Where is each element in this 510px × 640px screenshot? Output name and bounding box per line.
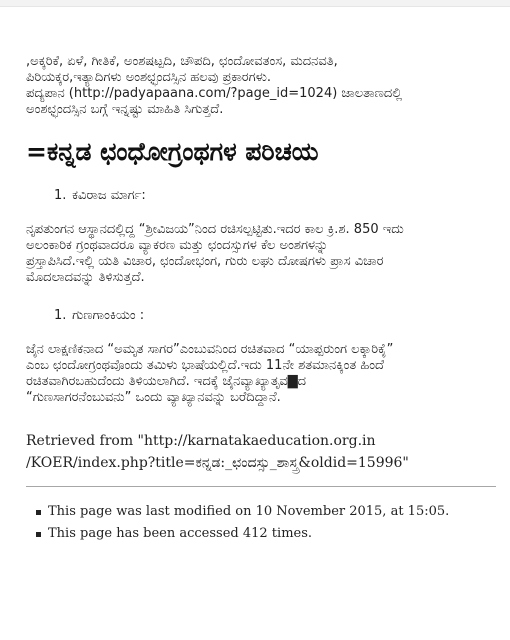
square-bullet-icon: [36, 510, 41, 515]
description-line: ನೃಪತುಂಗನ ಆಸ್ಥಾನದಲ್ಲಿದ್ದ “ಶ್ರೀವಿಜಯ”ನಿಂದ ರಚಿಸಲ್ಪಟ್ಟಿತು.ಇದರ ಕಾಲ ಕ್ರಿ.ಶ. 850 ಇದು: [26, 222, 404, 237]
numbered-item-gunagankiyam: [26, 308, 496, 324]
numbered-item-kavirajamarga: [26, 188, 496, 204]
section-heading: =ಕನ್ನಡ ಛಂಧೋಗ್ರಂಥಗಳ ಪರಿಚಯ: [26, 137, 319, 166]
item-description-kavirajamarga: [26, 222, 496, 286]
last-modified-text: This page was last modified on 10 November 2015, at 15:05.: [48, 504, 450, 519]
footer-access-count: [48, 523, 496, 545]
description-line: ಮೊದಲಾದವನ್ನು ತಿಳಿಸುತ್ತದೆ.: [26, 270, 145, 285]
description-line: ಅಲಂಕಾರಿಕ ಗ್ರಂಥವಾದರೂ ವ್ಯಾಕರಣ ಮತ್ತು ಛಂದಸ್ಸುಗಳ ಕೆಲ ಅಂಶಗಳನ್ನು: [26, 238, 329, 253]
retrieved-line: Retrieved from "http://karnatakaeducation.org.in: [26, 433, 376, 449]
intro-line: ಪಿರಿಯಕ್ಕರ,ಇತ್ಯಾದಿಗಳು ಅಂಶಛ್ಛಂದಸ್ಸಿನ ಹಲವು ಪ್ರಕಾರಗಳು.: [26, 70, 272, 85]
intro-paragraph: [26, 54, 496, 118]
article-content: [26, 54, 496, 545]
retrieved-from: [26, 430, 496, 474]
item-description-gunagankiyam: [26, 342, 496, 406]
square-bullet-icon: [36, 532, 41, 537]
item-title: ಕವಿರಾಜ ಮಾರ್ಗ:: [72, 188, 146, 203]
intro-line-with-link[interactable]: ಪದ್ಯಪಾನ (http://padyapaana.com/?page_id=1024) ಜಾಲತಾಣದಲ್ಲಿ: [26, 86, 403, 101]
item-number: 1.: [54, 308, 67, 323]
description-line: ಪ್ರಸ್ತಾಪಿಸಿದೆ.ಇಲ್ಲಿ ಯತಿ ವಿಚಾರ, ಛಂದೋಭಂಗ, ಗುರು ಲಘು ದೋಷಗಳು ಪ್ರಾಸ ವಿಚಾರ: [26, 254, 384, 269]
description-line: “ಗುಣಸಾಗರನೆಂಬುವನು” ಒಂದು ವ್ಯಾಖ್ಯಾನವನ್ನು ಬರೆದಿದ್ದಾನೆ.: [26, 390, 281, 405]
description-line: ರಚಿತವಾಗಿರಬಹುದೆಂದು ತಿಳಿಯಲಾಗಿದೆ. ಇದಕ್ಕೆ ಜೈನವ್ಯಾಖ್ಯಾತೃವ▇ದ: [26, 374, 307, 389]
access-count-text: This page has been accessed 412 times.: [48, 526, 313, 541]
intro-line: ಅಂಶಛ್ಛಂದಸ್ಸಿನ ಬಗ್ಗೆ ಇನ್ನಷ್ಟು ಮಾಹಿತಿ ಸಿಗುತ್ತದೆ.: [26, 102, 224, 117]
footer-info-list: [26, 501, 496, 545]
retrieved-link[interactable]: /KOER/index.php?title=ಕನ್ನಡ:_ಛಂದಸ್ಸು_ಶಾಸ್ತ್ರ&oldid=15996": [26, 455, 409, 471]
description-line: ಜೈನ ಲಾಕ್ಷಣಿಕನಾದ “ಅಮೃತ ಸಾಗರ”ಎಂಬುವನಿಂದ ರಚಿತವಾದ “ಯಾಪ್ಪರುಂಗ ಲಕ್ಕಾರಿಕೈ”: [26, 342, 394, 357]
top-bar: [0, 0, 510, 7]
footer-last-modified: [48, 501, 496, 523]
description-line: ಎಂಬ ಛಂದೋಗ್ರಂಥವೊಂದು ತಮಿಳು ಭಾಷೆಯಲ್ಲಿದೆ.ಇದು 11ನೇ ಶತಮಾನಕ್ಕಿಂತ ಹಿಂದೆ: [26, 358, 384, 373]
intro-line: ,ಅಕ್ಕರಿಕೆ, ಏಳೆ, ಗೀತಿಕೆ, ಅಂಶಷಟ್ಪದಿ, ಚೌಪದಿ, ಛಂದೋವತಂಸ, ಮದನವತಿ,: [26, 54, 338, 69]
item-title: ಗುಣಗಾಂಕಿಯಂ :: [72, 308, 145, 323]
footer-divider: [26, 486, 496, 487]
item-number: 1.: [54, 188, 67, 203]
